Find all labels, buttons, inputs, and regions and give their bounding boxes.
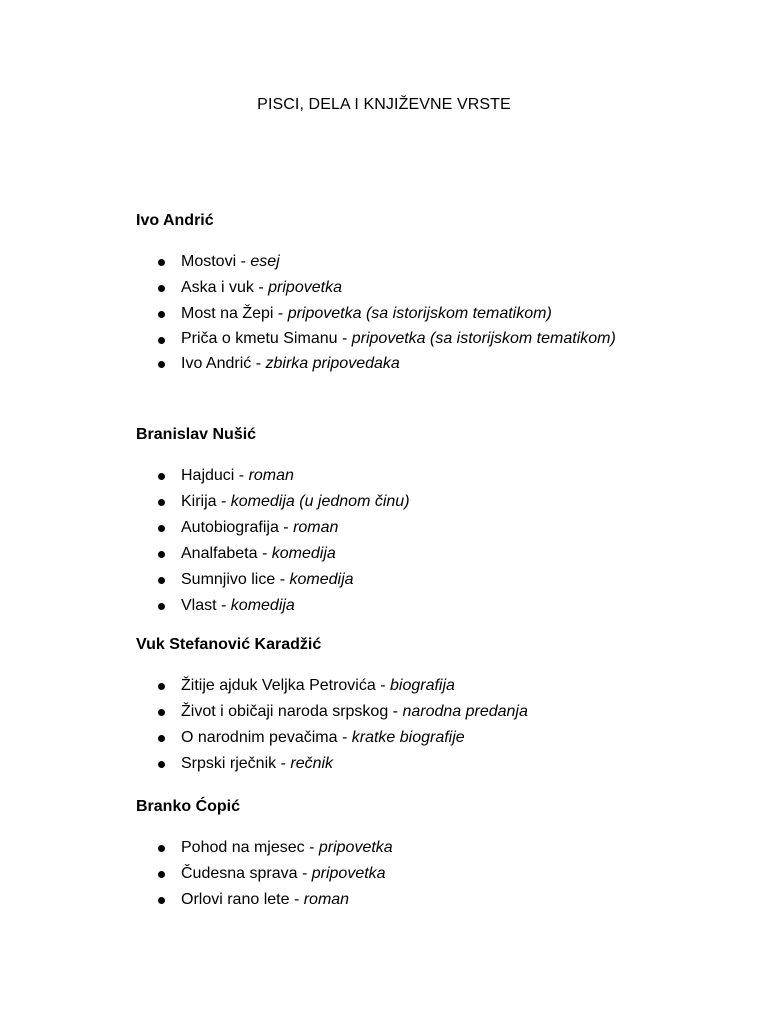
work-title: Sumnjivo lice	[181, 571, 276, 588]
bullet-icon	[158, 871, 165, 878]
list-item	[136, 835, 656, 861]
separator: -	[388, 703, 403, 720]
separator: -	[253, 279, 269, 296]
list-item	[136, 327, 621, 351]
work-genre: komedija	[289, 571, 354, 588]
work-title: Analfabeta	[181, 545, 258, 562]
work-title: Autobiografija	[181, 519, 279, 536]
work-title: Most na Žepi	[181, 305, 274, 322]
work-genre: esej	[250, 253, 280, 270]
work-title: Aska i vuk	[181, 279, 254, 296]
list-item	[136, 725, 656, 751]
author-name: Vuk Stefanović Karadžić	[136, 636, 322, 653]
bullet-icon	[158, 577, 165, 584]
work-title: Mostovi	[181, 253, 237, 270]
bullet-icon	[158, 285, 165, 292]
author-name: Ivo Andrić	[136, 212, 214, 229]
works-list	[136, 463, 656, 619]
separator: -	[216, 493, 231, 510]
list-item	[136, 489, 656, 515]
work-title: Pohod na mjesec	[181, 839, 305, 856]
list-item	[136, 249, 656, 275]
list-item	[136, 515, 656, 541]
list-item	[136, 541, 656, 567]
work-title: Priča o kmetu Simanu	[181, 330, 338, 347]
works-list	[136, 249, 656, 377]
list-item	[136, 567, 656, 593]
author-name: Branislav Nušić	[136, 426, 257, 443]
work-genre: pripovetka (sa istorijskom tematikom)	[287, 305, 552, 322]
author-section-nusic	[136, 424, 656, 619]
bullet-icon	[158, 897, 165, 904]
list-item	[136, 751, 656, 777]
work-genre: zbirka pripovedaka	[265, 355, 400, 372]
separator: -	[275, 571, 290, 588]
work-genre: biografija	[389, 677, 455, 694]
work-title: Kirija	[181, 493, 217, 510]
separator: -	[337, 330, 352, 347]
work-title: O narodnim pevačima	[181, 729, 338, 746]
work-genre: roman	[293, 519, 339, 536]
work-genre: komedija	[230, 597, 295, 614]
author-section-andric	[136, 210, 656, 377]
work-genre: komedija	[271, 545, 336, 562]
separator: -	[236, 253, 251, 270]
bullet-icon	[158, 761, 165, 768]
work-genre: narodna predanja	[402, 703, 528, 720]
bullet-icon	[158, 683, 165, 690]
bullet-icon	[158, 259, 165, 266]
work-genre: pripovetka	[268, 279, 342, 296]
work-title: Vlast	[181, 597, 217, 614]
works-list	[136, 835, 656, 913]
works-list	[136, 673, 656, 777]
list-item	[136, 887, 656, 913]
work-title: Čudesna sprava	[181, 865, 298, 882]
bullet-icon	[158, 473, 165, 480]
separator: -	[276, 755, 291, 772]
author-section-copic	[136, 796, 656, 913]
list-item	[136, 351, 656, 377]
page-title: PISCI, DELA I KNJIŽEVNE VRSTE	[257, 96, 511, 113]
work-title: Hajduci	[181, 467, 235, 484]
author-section-karadzic	[136, 634, 656, 777]
list-item	[136, 593, 656, 619]
list-item	[136, 275, 656, 301]
work-genre: roman	[303, 891, 350, 908]
separator: -	[375, 677, 390, 694]
list-item	[136, 861, 656, 887]
list-item	[136, 673, 656, 699]
bullet-icon	[158, 551, 165, 558]
work-title: Život i običaji naroda srpskog	[181, 703, 389, 720]
list-item	[136, 301, 656, 327]
separator: -	[234, 467, 249, 484]
separator: -	[251, 355, 266, 372]
bullet-icon	[158, 361, 165, 368]
separator: -	[304, 839, 319, 856]
separator: -	[278, 519, 294, 536]
work-genre: pripovetka	[311, 865, 386, 882]
bullet-icon	[158, 735, 165, 742]
separator: -	[273, 305, 288, 322]
bullet-icon	[158, 311, 165, 318]
work-genre: komedija (u jednom činu)	[230, 493, 410, 510]
bullet-icon	[158, 603, 165, 610]
separator: -	[289, 891, 304, 908]
list-item	[136, 463, 656, 489]
bullet-icon	[158, 709, 165, 716]
separator: -	[257, 545, 272, 562]
work-title: Orlovi rano lete	[181, 891, 290, 908]
list-item	[136, 699, 656, 725]
work-genre: roman	[248, 467, 294, 484]
bullet-icon	[158, 525, 165, 532]
bullet-icon	[158, 499, 165, 506]
work-genre: pripovetka	[318, 839, 393, 856]
separator: -	[216, 597, 231, 614]
work-genre: rečnik	[290, 755, 334, 772]
separator: -	[297, 865, 312, 882]
separator: -	[337, 729, 352, 746]
work-genre: pripovetka (sa istorijskom tematikom)	[351, 330, 616, 347]
work-title: Žitije ajduk Veljka Petrovića	[181, 677, 376, 694]
bullet-icon	[158, 845, 165, 852]
work-title: Ivo Andrić	[181, 355, 252, 372]
work-genre: kratke biografije	[351, 729, 465, 746]
bullet-icon	[158, 337, 165, 344]
work-title: Srpski rječnik	[181, 755, 277, 772]
author-name: Branko Ćopić	[136, 798, 241, 815]
